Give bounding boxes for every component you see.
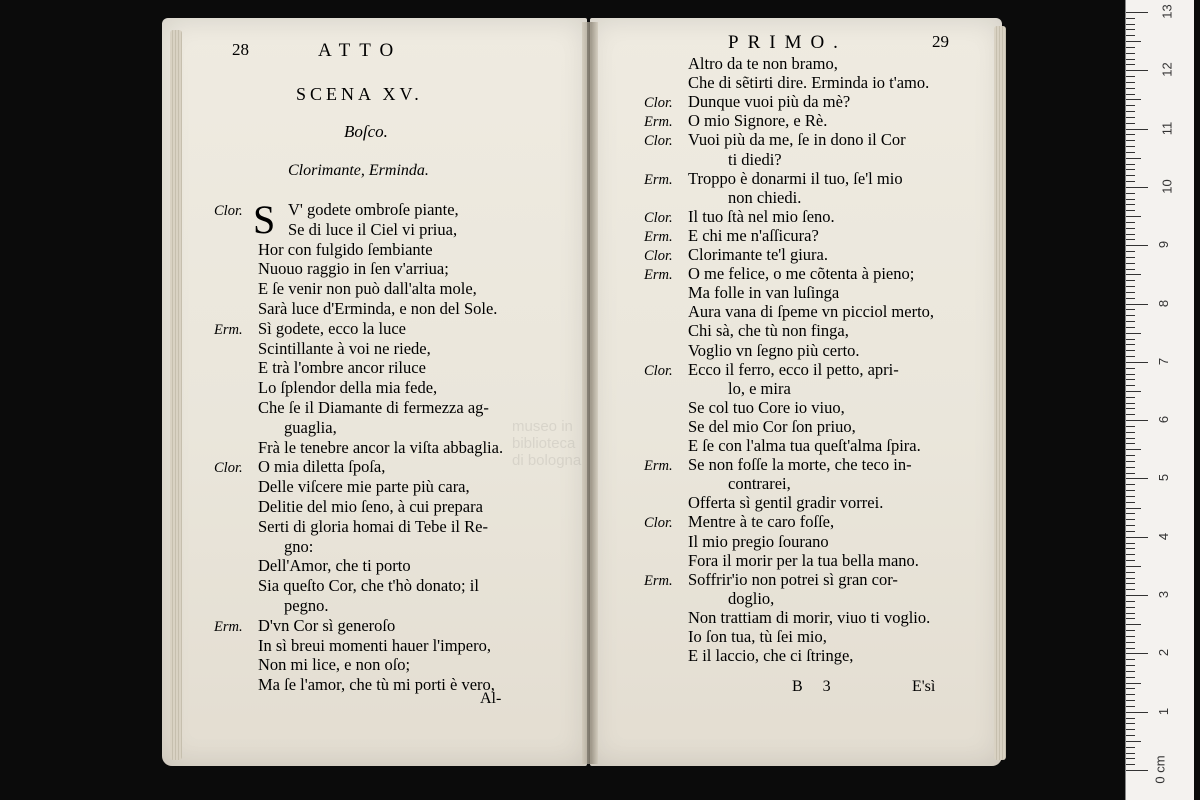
verse-line [214, 438, 503, 458]
ruler-tick [1126, 414, 1135, 415]
verse-text: Io ſon tua, tù ſei mio, [688, 627, 827, 646]
ruler-tick [1126, 432, 1135, 433]
verse-text: Lo ſplendor della mia fede, [258, 378, 438, 398]
verse-line [644, 455, 912, 475]
verse-text: Il tuo ſtà nel mio ſeno. [688, 206, 835, 226]
scene-heading: SCENA XV. [296, 84, 423, 104]
right-running-head: PRIMO. [728, 32, 847, 53]
verse-text: E chi me n'aſſicura? [688, 225, 819, 245]
ruler-tick [1126, 269, 1135, 270]
ruler-tick [1126, 461, 1135, 462]
ruler-tick [1126, 216, 1141, 217]
speaker-label: Erm. [644, 267, 673, 284]
ruler-tick [1126, 245, 1148, 246]
verse-text: Sì godete, ecco la luce [258, 318, 406, 338]
ruler-tick [1126, 274, 1141, 275]
ruler-tick [1126, 653, 1148, 654]
ruler-tick [1126, 578, 1135, 579]
ruler-tick [1126, 636, 1135, 637]
verse-text: non chiedi. [728, 187, 802, 207]
ruler-tick [1126, 234, 1135, 235]
ruler-tick [1126, 199, 1135, 200]
verse-text: ti diedi? [728, 149, 782, 169]
ruler-tick [1126, 193, 1135, 194]
verse-text: Ma ſe l'amor, che tù mi porti è vero, [258, 675, 495, 695]
verse-text: Offerta sì gentil gradir vorrei. [688, 493, 884, 513]
verse-text: Ecco il ferro, ecco il petto, apri- [688, 359, 899, 379]
ruler-tick [1126, 374, 1135, 375]
ruler-tick [1126, 543, 1135, 544]
ruler-tick [1126, 449, 1141, 450]
verse-text: Scintillante à voi ne riede, [258, 338, 431, 358]
ruler-tick [1126, 88, 1135, 89]
ruler-tick [1126, 723, 1135, 724]
ruler-tick [1126, 263, 1135, 264]
ruler-tick [1126, 694, 1135, 695]
verse-line [644, 245, 828, 265]
verse-text: Mentre à te caro foſſe, [688, 512, 835, 532]
ruler-tick [1126, 362, 1148, 363]
verse-text: Sarà luce d'Erminda, e non del Sole. [258, 299, 498, 318]
scene-characters: Clorimante, Erminda. [288, 162, 429, 179]
ruler-tick [1126, 770, 1148, 771]
left-page-edges [170, 30, 182, 760]
verse-line [214, 299, 497, 319]
speaker-label: Erm. [214, 618, 243, 635]
ruler-tick [1126, 665, 1135, 666]
verse-line [644, 150, 782, 170]
verse-line [644, 608, 930, 628]
verse-line [214, 279, 477, 299]
printer-signature: B 3 [792, 678, 839, 695]
verse-text: Dunque vuoi più da mè? [688, 92, 851, 112]
verse-text: contrarei, [728, 474, 791, 494]
ruler-tick [1126, 467, 1135, 468]
ruler-tick [1126, 700, 1135, 701]
ruler-tick [1126, 286, 1135, 287]
verse-line [644, 321, 849, 341]
ruler-number: 5 [1156, 474, 1172, 482]
verse-line [644, 341, 860, 361]
verse-text: Il mio pregio ſourano [688, 531, 829, 551]
verse-line [644, 493, 883, 513]
ruler-number: 13 [1159, 4, 1175, 19]
ruler-tick [1126, 228, 1135, 229]
ruler-tick [1126, 204, 1135, 205]
ruler-tick [1126, 187, 1148, 188]
ruler-tick [1126, 496, 1135, 497]
ruler-tick [1126, 35, 1135, 36]
verse-text: Non mi lice, e non oſo; [258, 655, 411, 675]
speaker-label: Erm. [644, 171, 673, 188]
ruler-tick [1126, 41, 1141, 42]
ruler-tick [1126, 53, 1135, 54]
ruler-tick [1126, 339, 1135, 340]
verse-text: E il laccio, che ci ſtringe, [688, 646, 854, 666]
ruler-tick [1126, 379, 1135, 380]
verse-text: Dell'Amor, che ti porto [258, 556, 411, 576]
ruler-tick [1126, 531, 1135, 532]
verse-line [214, 537, 313, 557]
ruler-tick [1126, 111, 1135, 112]
ruler-tick [1126, 164, 1135, 165]
ruler-tick [1126, 583, 1135, 584]
measurement-ruler [1125, 0, 1194, 800]
ruler-tick [1126, 513, 1135, 514]
verse-text: gno: [284, 536, 314, 556]
ruler-tick [1126, 478, 1148, 479]
ruler-number: 3 [1156, 590, 1172, 599]
ruler-tick [1126, 443, 1135, 444]
ruler-tick [1126, 146, 1135, 147]
verse-line [214, 616, 395, 636]
ruler-tick [1126, 508, 1141, 509]
speaker-label: Clor. [644, 95, 673, 112]
speaker-label: Clor. [214, 203, 243, 219]
ruler-tick [1126, 758, 1135, 759]
ruler-tick [1126, 712, 1148, 713]
ruler-tick [1126, 473, 1135, 474]
ruler-tick [1126, 420, 1148, 421]
verse-line [644, 379, 791, 399]
ruler-tick [1126, 24, 1135, 25]
ruler-tick [1126, 601, 1135, 602]
speaker-label: Erm. [644, 114, 673, 131]
ruler-tick [1126, 333, 1141, 334]
ruler-tick [1126, 134, 1135, 135]
verse-line [214, 240, 433, 260]
verse-line [644, 570, 898, 590]
ruler-tick [1126, 490, 1135, 491]
verse-line [214, 398, 489, 418]
verse-text: O mia diletta ſpoſa, [258, 457, 386, 477]
verse-line [644, 207, 835, 227]
ruler-tick [1126, 117, 1135, 118]
ruler-tick [1126, 292, 1135, 293]
ruler-tick [1126, 502, 1135, 503]
verse-text: doglio, [728, 588, 775, 608]
ruler-tick [1126, 613, 1135, 614]
ruler-tick [1126, 671, 1135, 672]
ruler-tick [1126, 29, 1135, 30]
verse-text: Delle viſcere mie parte più cara, [258, 477, 470, 497]
ruler-tick [1126, 280, 1135, 281]
ruler-tick [1126, 566, 1141, 567]
ruler-tick [1126, 12, 1148, 13]
verse-text: Ma folle in van luſinga [688, 283, 840, 303]
ruler-number: 11 [1159, 121, 1175, 135]
verse-line [214, 259, 449, 279]
ruler-number: 8 [1156, 299, 1172, 307]
verse-text: Troppo è donarmi il tuo, ſe'l mio [688, 168, 903, 188]
verse-line [214, 339, 431, 359]
verse-line [644, 73, 929, 93]
verse-text: Che di sẽtirti dire. Erminda io t'amo. [688, 73, 930, 93]
verse-line [214, 675, 495, 695]
scene-place: Boſco. [344, 122, 388, 141]
speaker-label: Clor. [644, 362, 673, 379]
verse-line [214, 596, 328, 616]
ruler-tick [1126, 659, 1135, 660]
ruler-tick [1126, 484, 1135, 485]
ruler-tick [1126, 315, 1135, 316]
ruler-tick [1126, 181, 1135, 182]
ruler-tick [1126, 688, 1135, 689]
ruler-tick [1126, 554, 1135, 555]
ruler-tick [1126, 618, 1135, 619]
verse-text: Se col tuo Core io viuo, [688, 397, 845, 417]
ruler-number: 12 [1159, 62, 1175, 78]
ruler-tick [1126, 251, 1135, 252]
verse-line [214, 517, 488, 537]
left-running-head: ATTO [318, 40, 403, 61]
verse-line [644, 226, 819, 246]
ruler-number: 7 [1156, 357, 1172, 365]
verse-line [644, 360, 899, 380]
verse-text: Che ſe il Diamante di fermezza ag- [258, 398, 489, 417]
ruler-tick [1126, 210, 1135, 211]
ruler-tick [1126, 76, 1135, 77]
ruler-tick [1126, 18, 1135, 19]
ruler-tick [1126, 403, 1135, 404]
ruler-tick [1126, 525, 1135, 526]
ruler-tick [1126, 82, 1135, 83]
ruler-tick [1126, 391, 1141, 392]
verse-line [644, 627, 827, 647]
verse-text: guaglia, [284, 417, 337, 437]
ruler-number: 6 [1156, 416, 1172, 424]
left-catchword: Al- [480, 690, 502, 707]
verse-text: pegno. [284, 596, 329, 615]
verse-text: V' godete ombroſe piante, [288, 200, 459, 219]
ruler-tick [1126, 158, 1141, 159]
speaker-label: Erm. [644, 572, 673, 589]
verse-text: O me felice, o me cõtenta à pieno; [688, 264, 915, 284]
verse-text: Delitie del mio ſeno, à cui prepara [258, 497, 483, 516]
verse-text: Se non foſſe la morte, che teco in- [688, 455, 912, 475]
ruler-tick [1126, 304, 1148, 305]
verse-line [214, 477, 470, 497]
drop-capital: S [253, 197, 276, 242]
left-page-number: 28 [232, 40, 249, 59]
verse-text: E ſe con l'alma tua queſt'alma ſpira. [688, 436, 921, 455]
verse-line [644, 54, 838, 74]
ruler-number: 9 [1156, 241, 1172, 249]
verse-line [214, 457, 385, 477]
ruler-tick [1126, 70, 1148, 71]
ruler-tick [1126, 368, 1135, 369]
verse-line [214, 378, 437, 398]
verse-text: Altro da te non bramo, [688, 54, 838, 73]
ruler-tick [1126, 455, 1135, 456]
ruler-tick [1126, 175, 1135, 176]
ruler-tick [1126, 589, 1135, 590]
verse-line [214, 220, 457, 240]
ruler-tick [1126, 397, 1135, 398]
verse-text: O mio Signore, e Rè. [688, 111, 828, 131]
ruler-tick [1126, 356, 1135, 357]
ruler-number: 10 [1159, 179, 1175, 194]
ruler-tick [1126, 648, 1135, 649]
verse-text: E ſe venir non può dall'alta mole, [258, 279, 477, 299]
ruler-tick [1126, 630, 1135, 631]
ruler-tick [1126, 321, 1135, 322]
ruler-tick [1126, 327, 1135, 328]
ruler-number: 2 [1156, 649, 1172, 657]
ruler-tick [1126, 385, 1135, 386]
verse-text: Chi sà, che tù non finga, [688, 321, 849, 341]
speaker-label: Clor. [214, 460, 243, 477]
ruler-tick [1126, 94, 1135, 95]
speaker-label: Clor. [644, 515, 673, 532]
ruler-tick [1126, 47, 1135, 48]
ruler-tick [1126, 741, 1141, 742]
ruler-tick [1126, 309, 1135, 310]
verse-text: Nuouo raggio in ſen v'arriua; [258, 259, 449, 279]
ruler-tick [1126, 683, 1141, 684]
verse-line [644, 551, 919, 571]
speaker-label: Erm. [214, 321, 243, 338]
verse-line [214, 576, 479, 596]
speaker-label: Erm. [644, 228, 673, 245]
verse-text: In sì breui momenti hauer l'impero, [258, 635, 491, 655]
ruler-tick [1126, 129, 1148, 130]
speaker-label: Clor. [644, 248, 673, 264]
speaker-label: Clor. [644, 133, 673, 150]
ruler-tick [1126, 677, 1135, 678]
verse-line [214, 655, 410, 675]
ruler-tick [1126, 718, 1135, 719]
verse-line [644, 646, 853, 666]
verse-line [644, 474, 791, 494]
verse-line [214, 556, 411, 576]
ruler-tick [1126, 64, 1135, 65]
verse-line [644, 264, 914, 284]
verse-line [214, 200, 459, 220]
speaker-label: Erm. [644, 458, 673, 475]
ruler-tick [1126, 747, 1135, 748]
right-catchword: E'sì [912, 678, 936, 695]
verse-line [214, 497, 483, 517]
verse-line [644, 436, 921, 456]
verse-line [644, 417, 856, 437]
ruler-tick [1126, 169, 1135, 170]
ruler-tick [1126, 624, 1141, 625]
verse-line [644, 532, 829, 552]
verse-text: lo, e mira [728, 378, 791, 398]
verse-line [214, 418, 337, 438]
right-page-number: 29 [932, 32, 949, 51]
verse-text: E trà l'ombre ancor riluce [258, 358, 426, 378]
ruler-tick [1126, 152, 1135, 153]
ruler-tick [1126, 99, 1141, 100]
ruler-tick [1126, 537, 1148, 538]
verse-line [644, 130, 906, 150]
verse-text: Hor con fulgido ſembiante [258, 239, 433, 259]
ruler-tick [1126, 105, 1135, 106]
verse-line [644, 188, 801, 208]
ruler-tick [1126, 729, 1135, 730]
book-gutter [582, 22, 598, 764]
ruler-tick [1126, 595, 1148, 596]
verse-text: Non trattiam di morir, viuo ti voglio. [688, 607, 931, 627]
speaker-label: Clor. [644, 209, 673, 226]
ruler-tick [1126, 735, 1135, 736]
verse-line [644, 398, 845, 418]
ruler-number: 4 [1156, 532, 1172, 540]
right-page-edges [994, 26, 1006, 760]
verse-line [644, 512, 834, 532]
ruler-tick [1126, 239, 1135, 240]
ruler-tick [1126, 408, 1135, 409]
verse-text: D'vn Cor sì generoſo [258, 615, 396, 635]
ruler-tick [1126, 222, 1135, 223]
ruler-tick [1126, 642, 1135, 643]
ruler-tick [1126, 426, 1135, 427]
verse-text: Soffrir'io non potrei sì gran cor- [688, 569, 898, 589]
ruler-tick [1126, 140, 1135, 141]
verse-text: Voglio vn ſegno più certo. [688, 340, 860, 360]
verse-line [644, 589, 774, 609]
ruler-tick [1126, 764, 1135, 765]
verse-line [214, 319, 406, 339]
verse-line [644, 92, 850, 112]
ruler-tick [1126, 59, 1135, 60]
ruler-tick [1126, 438, 1135, 439]
verse-text: Se di luce il Ciel vi priua, [288, 219, 458, 239]
ruler-tick [1126, 753, 1135, 754]
ruler-tick [1126, 519, 1135, 520]
ruler-number: 1 [1156, 707, 1172, 715]
verse-text: Se del mio Cor ſon priuo, [688, 416, 856, 436]
ruler-tick [1126, 572, 1135, 573]
verse-text: Frà le tenebre ancor la viſta abbaglia. [258, 437, 504, 457]
verse-text: Serti di gloria homai di Tebe il Re- [258, 516, 488, 536]
ruler-tick [1126, 123, 1135, 124]
verse-text: Vuoi più da me, ſe in dono il Cor [688, 130, 906, 150]
verse-text: Sia queſto Cor, che t'hò donato; il [258, 576, 479, 596]
ruler-tick [1126, 350, 1135, 351]
ruler-tick [1126, 706, 1135, 707]
verse-text: Fora il morir per la tua bella mano. [688, 550, 919, 570]
ruler-tick [1126, 257, 1135, 258]
ruler-tick [1126, 560, 1135, 561]
verse-line [644, 169, 903, 189]
verse-line [214, 636, 491, 656]
ruler-tick [1126, 548, 1135, 549]
verse-text: Clorimante te'l giura. [688, 245, 828, 264]
ruler-tick [1126, 298, 1135, 299]
verse-text: Aura vana di ſpeme vn picciol merto, [688, 302, 935, 322]
ruler-tick [1126, 607, 1135, 608]
ruler-number: 0 cm [1152, 755, 1168, 784]
ruler-tick [1126, 344, 1135, 345]
verse-line [644, 283, 839, 303]
verse-line [214, 358, 426, 378]
verse-line [644, 111, 827, 131]
verse-line [644, 302, 934, 322]
